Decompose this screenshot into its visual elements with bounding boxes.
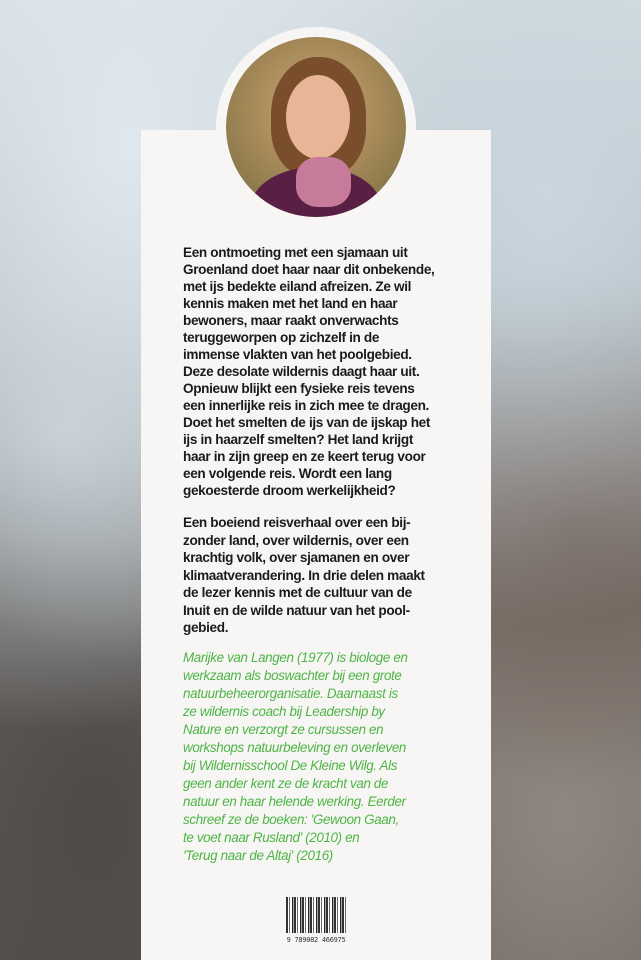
text-line: workshops natuurbeleving en overleven	[183, 739, 407, 755]
text-line: Een boeiend reisverhaal over een bij-	[183, 515, 411, 530]
text-line: Inuit en de wilde natuur van het pool-	[183, 602, 410, 618]
author-bio	[183, 649, 483, 865]
text-line: krachtig volk, over sjamanen en over	[183, 550, 410, 565]
text-line: werkzaam als boswachter bij een grote	[183, 667, 402, 683]
text-line: gekoesterde droom werkelijkheid?	[183, 483, 396, 498]
text-line: bewoners, maar raakt onverwachts	[183, 313, 399, 328]
text-line: ijs in haarzelf smelten? Het land krijgt	[183, 432, 413, 447]
text-line: Deze desolate wildernis daagt haar uit.	[183, 364, 420, 379]
text-line: Groenland doet haar naar dit onbekende,	[183, 262, 435, 277]
text-line: schreef ze de boeken: 'Gewoon Gaan,	[183, 811, 399, 827]
text-line: de lezer kennis met de cultuur van de	[183, 585, 412, 600]
text-line: natuurbeheerorganisatie. Daarnaast is	[183, 685, 398, 701]
barcode	[286, 897, 346, 933]
text-line: immense vlakten van het poolgebied.	[183, 347, 412, 362]
author-photo	[226, 37, 406, 217]
text-line: gebied.	[183, 620, 229, 635]
text-line: zonder land, over wildernis, over een	[183, 532, 409, 548]
text-line: klimaatverandering. In drie delen maakt	[183, 567, 425, 583]
text-line: Nature en verzorgt ze cursussen en	[183, 721, 384, 737]
text-line: teruggeworpen op zichzelf in de	[183, 330, 380, 345]
text-line: een volgende reis. Wordt een lang	[183, 466, 392, 481]
text-line: bij Wildernisschool De Kleine Wilg. Als	[183, 757, 398, 773]
blurb-paragraph-1	[183, 244, 483, 499]
text-line: kennis maken met het land en haar	[183, 296, 398, 311]
text-line: Een ontmoeting met een sjamaan uit	[183, 245, 408, 260]
text-line: geen ander kent ze de kracht van de	[183, 775, 389, 791]
text-line: met ijs bedekte eiland afreizen. Ze wil	[183, 279, 412, 294]
text-line: haar in zijn greep en ze keert terug voor	[183, 449, 426, 464]
text-line: natuur en haar helende werking. Eerder	[183, 793, 406, 809]
blurb-paragraph-2	[183, 514, 483, 637]
text-line: Doet het smelten de ijs van de ijskap het	[183, 415, 431, 430]
photo-face	[286, 75, 350, 159]
text-line: Marijke van Langen (1977) is biologe en	[183, 649, 408, 665]
text-line: Opnieuw blijkt een fysieke reis tevens	[183, 381, 415, 396]
text-line: ze wildernis coach bij Leadership by	[183, 703, 385, 719]
text-line: 'Terug naar de Altaj' (2016)	[183, 847, 333, 863]
back-cover-text	[183, 244, 483, 865]
text-line: een innerlijke reis in zich mee te dragen.	[183, 398, 429, 413]
isbn-number: 9 789082 466975	[286, 936, 346, 944]
photo-scarf	[296, 157, 351, 207]
text-line: te voet naar Rusland' (2010) en	[183, 829, 360, 845]
